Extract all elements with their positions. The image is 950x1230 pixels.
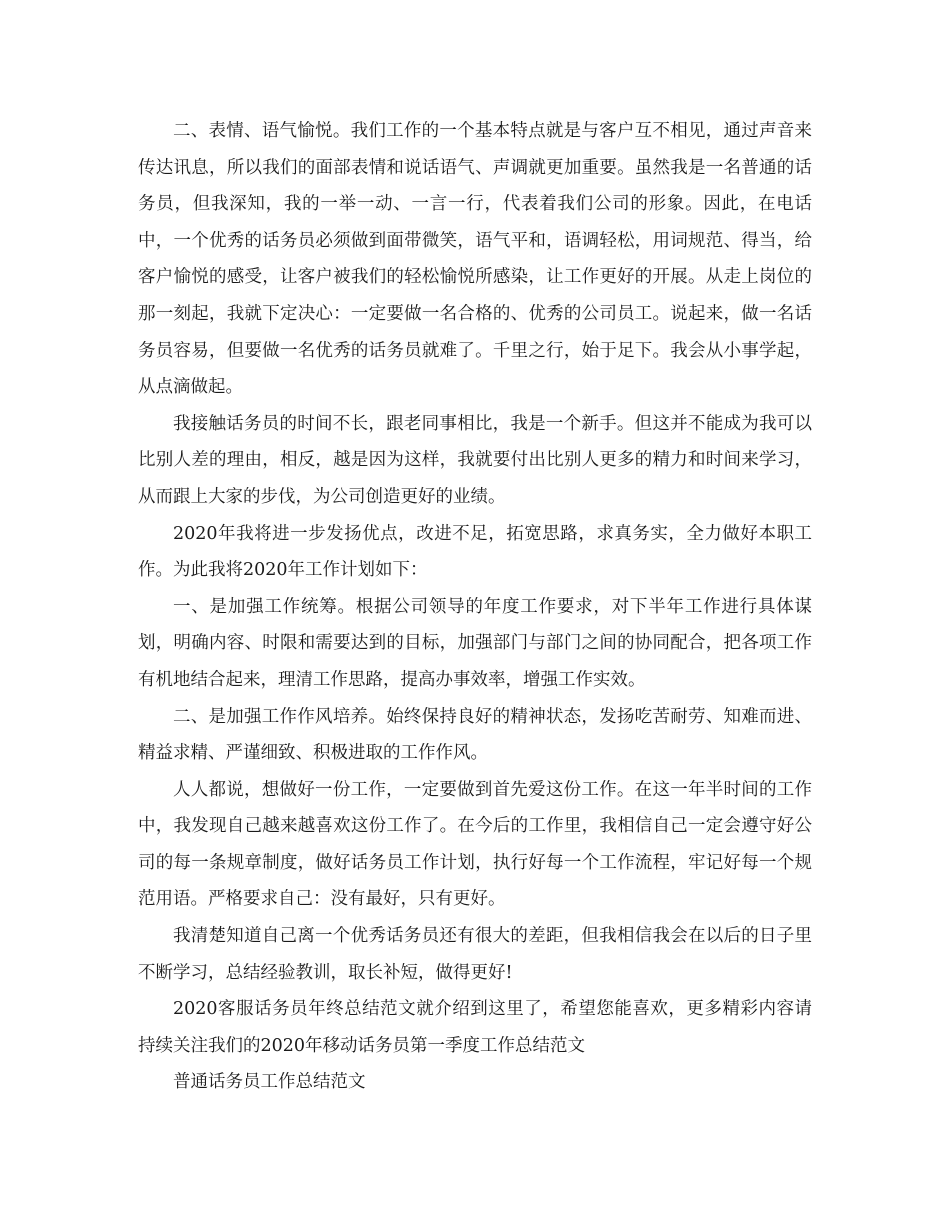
paragraph-expression-tone: 二、表情、语气愉悦。我们工作的一个基本特点就是与客户互不相见，通过声音来传达讯息，所以我们的面部表情和说话语气、声调就更加重要。虽然我是一名普通的话务员，但我深知，我的一举一动、一言一行，代表着我们公司的形象。因此，在电话中，一个优秀的话务员必须做到面带微笑，语气平和，语调轻松，用词规范、得当，给客户愉悦的感受，让客户被我们的轻松愉悦所感染，让工作更好的开展。从走上岗位的那一刻起，我就下定决心：一定要做一名合格的、优秀的公司员工。说起来，做一名话务员容易，但要做一名优秀的话务员就难了。千里之行，始于足下。我会从小事学起，从点滴做起。 bbox=[138, 121, 812, 398]
paragraph-plan-item-1: 一、是加强工作统筹。根据公司领导的年度工作要求，对下半年工作进行具体谋划，明确内容、时限和需要达到的目标，加强部门与部门之间的协同配合，把各项工作有机地结合起来，理清工作思路，提高办事效率，增强工作实效。 bbox=[138, 596, 812, 690]
paragraph-closing-note: 2020客服话务员年终总结范文就介绍到这里了，希望您能喜欢，更多精彩内容请持续关注我们的2020年移动话务员第一季度工作总结范文 bbox=[138, 999, 812, 1056]
paragraph-self-improvement: 我清楚知道自己离一个优秀话务员还有很大的差距，但我相信我会在以后的日子里不断学习，总结经验教训，取长补短，做得更好! bbox=[138, 926, 812, 983]
paragraph-plan-item-2: 二、是加强工作作风培养。始终保持良好的精神状态，发扬吃苦耐劳、知难而进、精益求精、严谨细致、积极进取的工作作风。 bbox=[138, 706, 812, 764]
paragraph-plan-intro: 2020年我将进一步发扬优点，改进不足，拓宽思路，求真务实，全力做好本职工作。为此我将2020年工作计划如下： bbox=[138, 523, 812, 581]
document-body bbox=[138, 113, 812, 1101]
paragraph-related-title: 普通话务员工作总结范文 bbox=[173, 1072, 366, 1093]
paragraph-love-work: 人人都说，想做好一份工作，一定要做到首先爱这份工作。在这一年半时间的工作中，我发现自己越来越喜欢这份工作了。在今后的工作里，我相信自己一定会遵守好公司的每一条规章制度，做好话务员工作计划，执行好每一个工作流程，牢记好每一个规范用语。严格要求自己：没有最好，只有更好。 bbox=[138, 779, 812, 910]
paragraph-newcomer: 我接触话务员的时间不长，跟老同事相比，我是一个新手。但这并不能成为我可以比别人差的理由，相反，越是因为这样，我就要付出比别人更多的精力和时间来学习，从而跟上大家的步伐，为公司创造更好的业绩。 bbox=[138, 413, 812, 507]
